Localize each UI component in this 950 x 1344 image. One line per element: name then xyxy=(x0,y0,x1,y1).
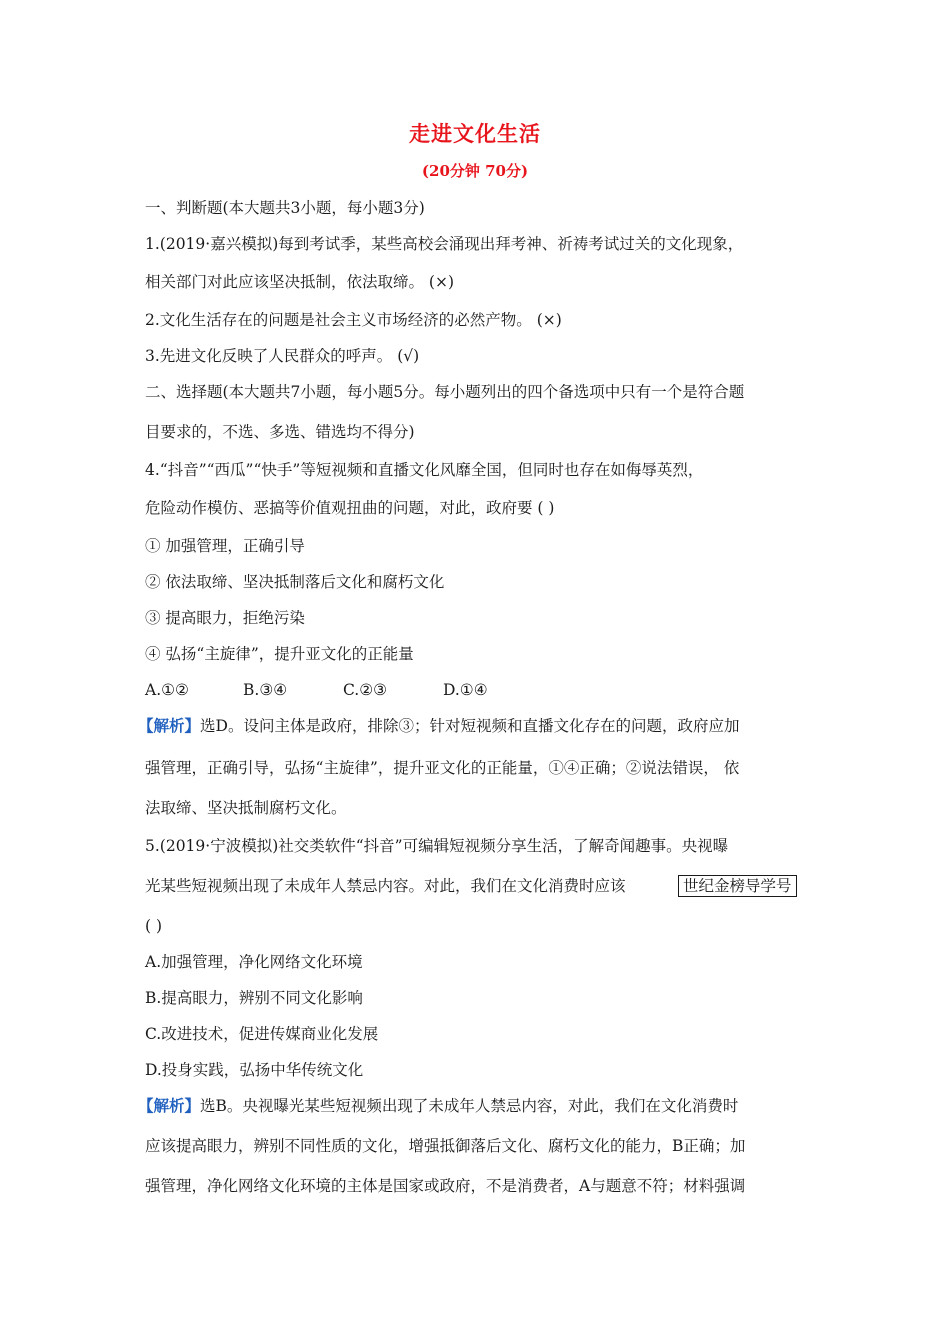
q5-analysis-text: 选B。央视曝光某些短视频出现了未成年人禁忌内容，对此，我们在文化消费时 xyxy=(200,1097,739,1115)
section2-heading-line1: 二、选择题(本大题共7小题，每小题5分。每小题列出的四个备选项中只有一个是符合题 xyxy=(145,383,745,401)
q4-item-4: ④ 弘扬“主旋律”，提升亚文化的正能量 xyxy=(145,645,414,663)
section2-heading-line2: 目要求的，不选、多选、错选均不得分) xyxy=(145,423,415,441)
q5-stem-line1: 5.(2019·宁波模拟)社交类软件“抖音”可编辑短视频分享生活，了解奇闻趣事。央视曝 xyxy=(145,837,729,855)
q4-option-d: D.①④ xyxy=(443,681,488,699)
q3-text: 3.先进文化反映了人民群众的呼声。 (√) xyxy=(145,347,420,365)
q4-stem-line2: 危险动作模仿、恶搞等价值观扭曲的问题，对此，政府要 ( ) xyxy=(145,499,555,517)
q4-item-2: ② 依法取缔、坚决抵制落后文化和腐朽文化 xyxy=(145,573,445,591)
q1-line1: 1.(2019·嘉兴模拟)每到考试季，某些高校会涌现出拜考神、祈祷考试过关的文化现象， xyxy=(145,235,744,253)
q5-stem-line2: 光某些短视频出现了未成年人禁忌内容。对此，我们在文化消费时应该 xyxy=(145,877,626,895)
q4-option-c: C.②③ xyxy=(343,681,388,699)
q5-option-a: A.加强管理，净化网络文化环境 xyxy=(145,953,363,971)
q4-item-1: ① 加强管理，正确引导 xyxy=(145,537,305,555)
q1-line2: 相关部门对此应该坚决抵制，依法取缔。 (×) xyxy=(145,273,455,291)
q5-option-d: D.投身实践，弘扬中华传统文化 xyxy=(145,1061,364,1079)
q5-analysis-line3: 强管理，净化网络文化环境的主体是国家或政府，不是消费者，A与题意不符；材料强调 xyxy=(145,1177,746,1195)
q4-stem-line1: 4.“抖音”“西瓜”“快手”等短视频和直播文化风靡全国，但同时也存在如侮辱英烈， xyxy=(145,461,704,479)
q4-analysis-label: 【解析】 xyxy=(138,716,201,735)
q4-options xyxy=(145,680,488,700)
q4-option-b: B.③④ xyxy=(243,681,288,699)
section1-heading: 一、判断题(本大题共3小题，每小题3分) xyxy=(145,199,425,217)
page-subtitle: (20分钟 70分) xyxy=(421,162,529,180)
q5-option-b: B.提高眼力，辨别不同文化影响 xyxy=(145,989,363,1007)
q4-analysis-line2: 强管理，正确引导，弘扬“主旋律”，提升亚文化的正能量，①④正确；②说法错误， 依 xyxy=(145,759,740,777)
q4-analysis-line3: 法取缔、坚决抵制腐朽文化。 xyxy=(145,799,347,817)
q5-analysis-label: 【解析】 xyxy=(138,1096,201,1115)
q4-analysis-line1 xyxy=(138,716,739,736)
q5-boxed-label: 世纪金榜导学号 xyxy=(678,875,797,897)
q4-item-3: ③ 提高眼力，拒绝污染 xyxy=(145,609,305,627)
page-title: 走进文化生活 xyxy=(409,121,541,146)
q5-analysis-line1 xyxy=(138,1096,738,1116)
q4-option-a: A.①② xyxy=(145,681,189,699)
q5-stem-line3: ( ) xyxy=(145,917,163,935)
q4-analysis-text: 选D。设问主体是政府，排除③；针对短视频和直播文化存在的问题，政府应加 xyxy=(200,717,740,735)
q2-text: 2.文化生活存在的问题是社会主义市场经济的必然产物。 (×) xyxy=(145,311,562,329)
q5-option-c: C.改进技术，促进传媒商业化发展 xyxy=(145,1025,379,1043)
q5-analysis-line2: 应该提高眼力，辨别不同性质的文化，增强抵御落后文化、腐朽文化的能力，B正确；加 xyxy=(145,1137,746,1155)
